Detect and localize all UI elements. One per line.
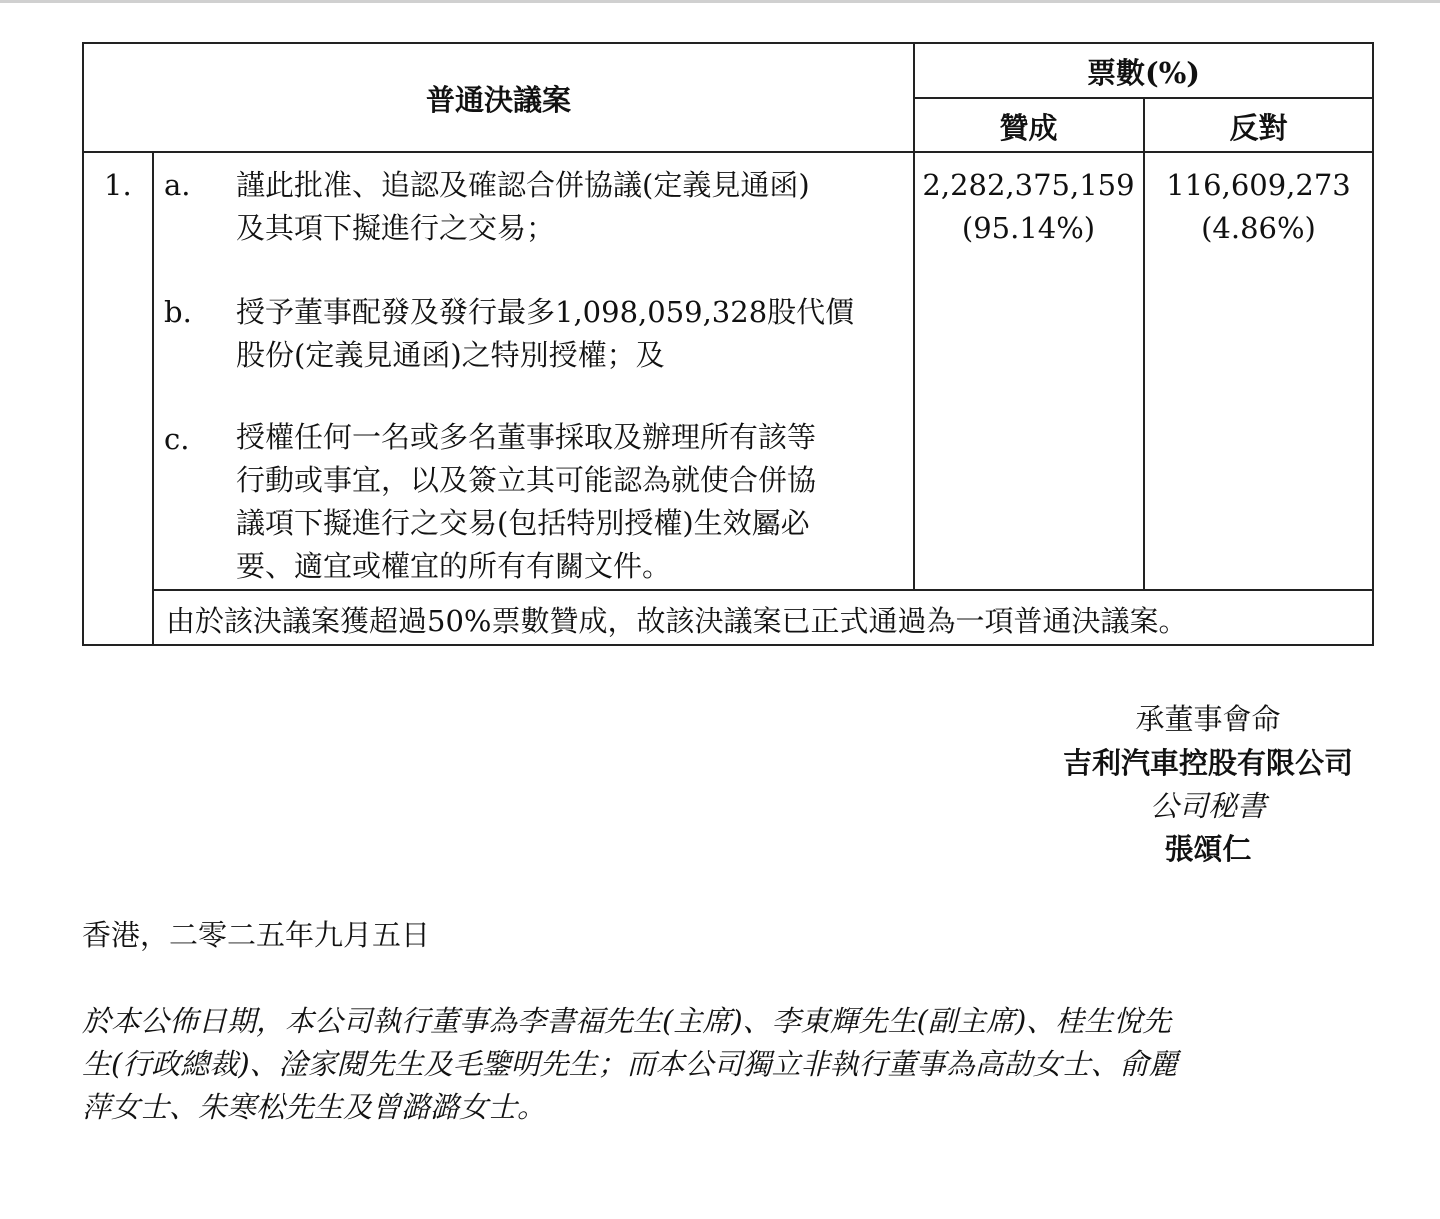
item-b-line: 股份(定義見通函)之特別授權；及 [236,338,665,372]
item-a-line: 謹此批准、追認及確認合併協議(定義見通函) [236,168,810,202]
directors-note-line: 於本公佈日期，本公司執行董事為李書福先生(主席)、李東輝先生(副主席)、桂生悅先 [82,1004,1172,1038]
item-label-b: b. [164,295,192,329]
table-border [82,42,1374,44]
for-percentage: (95.14%) [961,211,1096,245]
item-a-line: 及其項下擬進行之交易； [236,211,556,245]
resolution-conclusion: 由於該決議案獲超過50%票數贊成，故該決議案已正式通過為一項普通決議案。 [166,604,1188,638]
item-b-line: 授予董事配發及發行最多1,098,059,328股代價 [236,295,855,329]
against-percentage: (4.86%) [1201,211,1316,245]
item-label-c: c. [164,422,190,456]
header-votes: 票數(%) [1087,56,1200,90]
directors-note-line: 生(行政總裁)、淦家閱先生及毛鑒明先生；而本公司獨立非執行董事為高劼女士、俞麗 [82,1047,1178,1081]
header-for: 贊成 [999,111,1058,145]
item-label-a: a. [164,168,191,202]
table-divider [152,151,154,646]
signatory-title: 公司秘書 [1149,789,1266,823]
item-c-line: 議項下擬進行之交易(包括特別授權)生效屬必 [236,506,810,540]
header-resolution: 普通決議案 [425,83,571,117]
signatory-name: 張頌仁 [1164,832,1252,866]
item-c-line: 要、適宜或權宜的所有有關文件。 [236,549,672,583]
item-c-line: 行動或事宜，以及簽立其可能認為就使合併協 [236,463,817,497]
item-c-line: 授權任何一名或多名董事採取及辦理所有該等 [236,420,817,454]
signature-by-order: 承董事會命 [1135,702,1281,736]
company-name: 吉利汽車控股有限公司 [1062,746,1353,780]
table-divider [82,151,1374,153]
row-number: 1. [104,168,132,202]
for-votes: 2,282,375,159 [922,168,1135,202]
table-border [82,644,1374,646]
table-divider [152,589,1374,591]
directors-note-line: 萍女士、朱寒松先生及曾潞潞女士。 [82,1090,547,1124]
against-votes: 116,609,273 [1166,168,1351,202]
table-border [82,42,84,646]
page-top-border [0,0,1440,3]
announcement-date: 香港，二零二五年九月五日 [82,918,431,952]
header-against: 反對 [1229,111,1288,145]
